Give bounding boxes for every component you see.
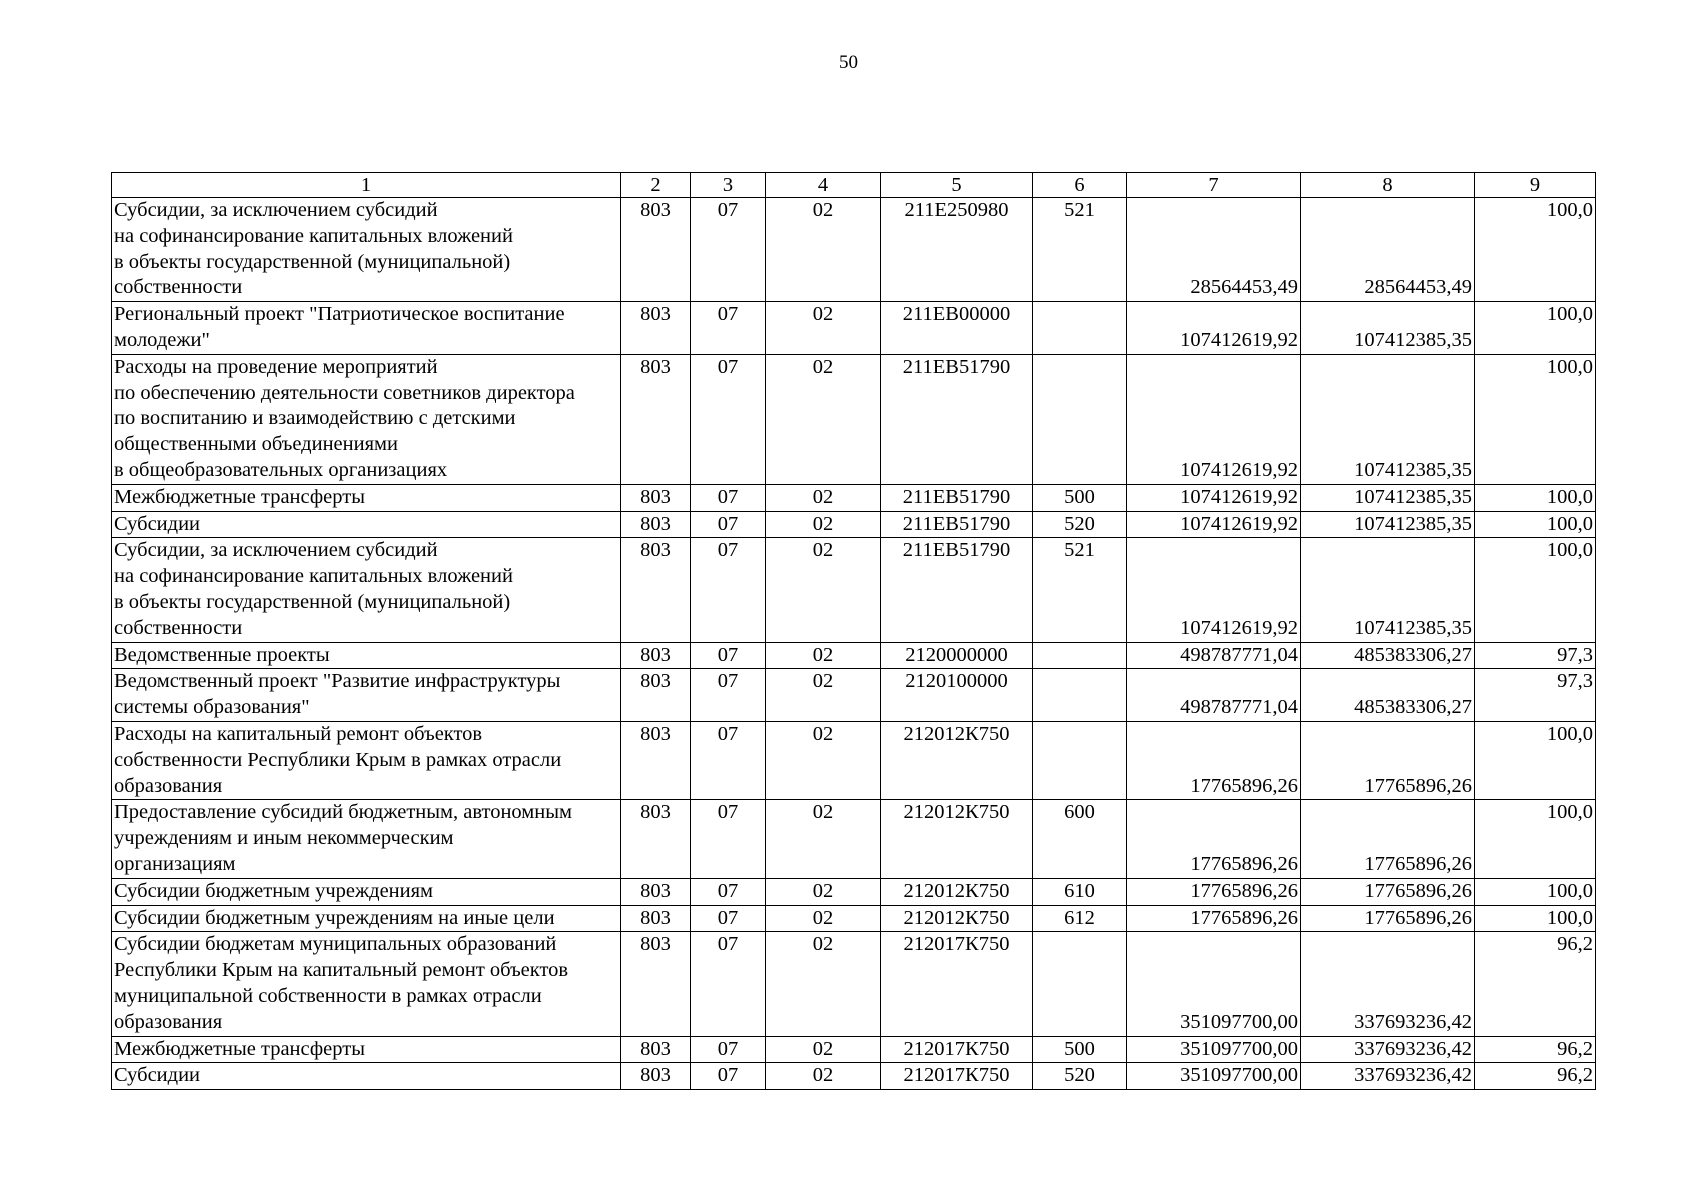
subsection-code-cell: 02 (766, 932, 881, 1036)
section-code-cell: 07 (691, 511, 766, 538)
subsection-code-cell: 02 (766, 1036, 881, 1063)
subsection-code-cell: 02 (766, 669, 881, 722)
expense-name-cell: Субсидии бюджетным учреждениям (112, 878, 621, 905)
execution-percent-cell: 96,2 (1475, 1036, 1596, 1063)
expense-name-cell: Региональный проект "Патриотическое воспитание молодежи" (112, 302, 621, 355)
table-row (112, 721, 1596, 799)
executed-amount-cell: 337693236,42 (1301, 932, 1475, 1036)
header-cell: 9 (1475, 173, 1596, 198)
execution-percent-cell: 100,0 (1475, 302, 1596, 355)
execution-percent-cell: 96,2 (1475, 932, 1596, 1036)
expense-type-cell: 520 (1033, 511, 1127, 538)
header-cell: 2 (621, 173, 691, 198)
table-row (112, 1036, 1596, 1063)
table-row (112, 511, 1596, 538)
target-article-cell: 211EB51790 (881, 354, 1033, 484)
ministry-code-cell: 803 (621, 538, 691, 642)
target-article-cell: 212017К750 (881, 1036, 1033, 1063)
executed-amount-cell: 17765896,26 (1301, 721, 1475, 799)
execution-percent-cell: 100,0 (1475, 905, 1596, 932)
section-code-cell: 07 (691, 484, 766, 511)
section-code-cell: 07 (691, 800, 766, 878)
planned-amount-cell: 17765896,26 (1127, 800, 1301, 878)
budget-table (111, 172, 1596, 1090)
ministry-code-cell: 803 (621, 932, 691, 1036)
target-article-cell: 211E250980 (881, 198, 1033, 302)
executed-amount-cell: 107412385,35 (1301, 302, 1475, 355)
expense-name-cell: Расходы на капитальный ремонт объектов собственности Республики Крым в рамках отрасли образования (112, 721, 621, 799)
target-article-cell: 212017К750 (881, 1063, 1033, 1090)
ministry-code-cell: 803 (621, 642, 691, 669)
subsection-code-cell: 02 (766, 1063, 881, 1090)
expense-type-cell (1033, 302, 1127, 355)
planned-amount-cell: 28564453,49 (1127, 198, 1301, 302)
expense-name-cell: Ведомственные проекты (112, 642, 621, 669)
header-cell: 8 (1301, 173, 1475, 198)
subsection-code-cell: 02 (766, 642, 881, 669)
target-article-cell: 212012К750 (881, 721, 1033, 799)
section-code-cell: 07 (691, 354, 766, 484)
section-code-cell: 07 (691, 932, 766, 1036)
table-body (112, 198, 1596, 1090)
executed-amount-cell: 17765896,26 (1301, 905, 1475, 932)
section-code-cell: 07 (691, 302, 766, 355)
subsection-code-cell: 02 (766, 721, 881, 799)
ministry-code-cell: 803 (621, 669, 691, 722)
table-row (112, 800, 1596, 878)
expense-name-cell: Ведомственный проект "Развитие инфраструктуры системы образования" (112, 669, 621, 722)
expense-type-cell (1033, 721, 1127, 799)
execution-percent-cell: 100,0 (1475, 878, 1596, 905)
expense-name-cell: Субсидии бюджетам муниципальных образований Республики Крым на капитальный ремонт объектов муниципальной собственности в рамках отрасли образования (112, 932, 621, 1036)
planned-amount-cell: 17765896,26 (1127, 905, 1301, 932)
execution-percent-cell: 100,0 (1475, 354, 1596, 484)
ministry-code-cell: 803 (621, 511, 691, 538)
header-row (112, 173, 1596, 198)
executed-amount-cell: 485383306,27 (1301, 669, 1475, 722)
ministry-code-cell: 803 (621, 1036, 691, 1063)
target-article-cell: 212012К750 (881, 905, 1033, 932)
execution-percent-cell: 100,0 (1475, 484, 1596, 511)
execution-percent-cell: 97,3 (1475, 642, 1596, 669)
execution-percent-cell: 100,0 (1475, 538, 1596, 642)
subsection-code-cell: 02 (766, 905, 881, 932)
ministry-code-cell: 803 (621, 905, 691, 932)
expense-name-cell: Расходы на проведение мероприятий по обеспечению деятельности советников директора по воспитанию и взаимодействию с детскими общественными объединениями в общеобразовательных организациях (112, 354, 621, 484)
expense-name-cell: Предоставление субсидий бюджетным, автономным учреждениям и иным некоммерческим организациям (112, 800, 621, 878)
target-article-cell: 212012К750 (881, 800, 1033, 878)
section-code-cell: 07 (691, 878, 766, 905)
header-cell: 5 (881, 173, 1033, 198)
subsection-code-cell: 02 (766, 538, 881, 642)
expense-type-cell: 500 (1033, 1036, 1127, 1063)
execution-percent-cell: 97,3 (1475, 669, 1596, 722)
section-code-cell: 07 (691, 721, 766, 799)
table-row (112, 302, 1596, 355)
ministry-code-cell: 803 (621, 1063, 691, 1090)
subsection-code-cell: 02 (766, 302, 881, 355)
subsection-code-cell: 02 (766, 511, 881, 538)
target-article-cell: 212017К750 (881, 932, 1033, 1036)
expense-name-cell: Межбюджетные трансферты (112, 1036, 621, 1063)
executed-amount-cell: 337693236,42 (1301, 1036, 1475, 1063)
table-row (112, 198, 1596, 302)
table-row (112, 642, 1596, 669)
table-row (112, 905, 1596, 932)
subsection-code-cell: 02 (766, 198, 881, 302)
expense-name-cell: Субсидии, за исключением субсидий на софинансирование капитальных вложений в объекты государственной (муниципальной) собственности (112, 198, 621, 302)
expense-type-cell: 521 (1033, 198, 1127, 302)
ministry-code-cell: 803 (621, 198, 691, 302)
target-article-cell: 2120100000 (881, 669, 1033, 722)
table-row (112, 538, 1596, 642)
expense-type-cell: 520 (1033, 1063, 1127, 1090)
target-article-cell: 211EB51790 (881, 538, 1033, 642)
header-cell: 4 (766, 173, 881, 198)
section-code-cell: 07 (691, 669, 766, 722)
execution-percent-cell: 100,0 (1475, 511, 1596, 538)
section-code-cell: 07 (691, 642, 766, 669)
expense-type-cell: 600 (1033, 800, 1127, 878)
execution-percent-cell: 100,0 (1475, 800, 1596, 878)
ministry-code-cell: 803 (621, 354, 691, 484)
executed-amount-cell: 17765896,26 (1301, 800, 1475, 878)
section-code-cell: 07 (691, 1036, 766, 1063)
section-code-cell: 07 (691, 198, 766, 302)
header-cell: 6 (1033, 173, 1127, 198)
table-row (112, 1063, 1596, 1090)
expense-name-cell: Субсидии бюджетным учреждениям на иные цели (112, 905, 621, 932)
table-row (112, 932, 1596, 1036)
planned-amount-cell: 351097700,00 (1127, 1036, 1301, 1063)
planned-amount-cell: 107412619,92 (1127, 354, 1301, 484)
planned-amount-cell: 107412619,92 (1127, 511, 1301, 538)
target-article-cell: 211EB00000 (881, 302, 1033, 355)
subsection-code-cell: 02 (766, 800, 881, 878)
planned-amount-cell: 498787771,04 (1127, 669, 1301, 722)
executed-amount-cell: 337693236,42 (1301, 1063, 1475, 1090)
table-row (112, 878, 1596, 905)
executed-amount-cell: 107412385,35 (1301, 354, 1475, 484)
planned-amount-cell: 17765896,26 (1127, 721, 1301, 799)
expense-type-cell (1033, 932, 1127, 1036)
planned-amount-cell: 17765896,26 (1127, 878, 1301, 905)
table-row (112, 669, 1596, 722)
expense-name-cell: Субсидии, за исключением субсидий на софинансирование капитальных вложений в объекты государственной (муниципальной) собственности (112, 538, 621, 642)
header-cell: 1 (112, 173, 621, 198)
target-article-cell: 2120000000 (881, 642, 1033, 669)
expense-type-cell: 500 (1033, 484, 1127, 511)
target-article-cell: 211EB51790 (881, 484, 1033, 511)
execution-percent-cell: 96,2 (1475, 1063, 1596, 1090)
executed-amount-cell: 107412385,35 (1301, 538, 1475, 642)
executed-amount-cell: 17765896,26 (1301, 878, 1475, 905)
planned-amount-cell: 351097700,00 (1127, 932, 1301, 1036)
planned-amount-cell: 351097700,00 (1127, 1063, 1301, 1090)
subsection-code-cell: 02 (766, 354, 881, 484)
planned-amount-cell: 107412619,92 (1127, 538, 1301, 642)
expense-type-cell: 612 (1033, 905, 1127, 932)
table-row (112, 354, 1596, 484)
ministry-code-cell: 803 (621, 800, 691, 878)
header-cell: 3 (691, 173, 766, 198)
planned-amount-cell: 498787771,04 (1127, 642, 1301, 669)
expense-type-cell (1033, 354, 1127, 484)
ministry-code-cell: 803 (621, 721, 691, 799)
ministry-code-cell: 803 (621, 878, 691, 905)
ministry-code-cell: 803 (621, 302, 691, 355)
section-code-cell: 07 (691, 1063, 766, 1090)
expense-name-cell: Субсидии (112, 1063, 621, 1090)
expense-name-cell: Субсидии (112, 511, 621, 538)
section-code-cell: 07 (691, 905, 766, 932)
executed-amount-cell: 107412385,35 (1301, 511, 1475, 538)
planned-amount-cell: 107412619,92 (1127, 484, 1301, 511)
target-article-cell: 211EB51790 (881, 511, 1033, 538)
executed-amount-cell: 28564453,49 (1301, 198, 1475, 302)
expense-type-cell: 521 (1033, 538, 1127, 642)
ministry-code-cell: 803 (621, 484, 691, 511)
header-cell: 7 (1127, 173, 1301, 198)
subsection-code-cell: 02 (766, 878, 881, 905)
execution-percent-cell: 100,0 (1475, 721, 1596, 799)
expense-type-cell: 610 (1033, 878, 1127, 905)
execution-percent-cell: 100,0 (1475, 198, 1596, 302)
expense-name-cell: Межбюджетные трансферты (112, 484, 621, 511)
executed-amount-cell: 107412385,35 (1301, 484, 1475, 511)
section-code-cell: 07 (691, 538, 766, 642)
table-row (112, 484, 1596, 511)
expense-type-cell (1033, 669, 1127, 722)
page-number: 50 (839, 52, 858, 73)
executed-amount-cell: 485383306,27 (1301, 642, 1475, 669)
planned-amount-cell: 107412619,92 (1127, 302, 1301, 355)
target-article-cell: 212012К750 (881, 878, 1033, 905)
subsection-code-cell: 02 (766, 484, 881, 511)
expense-type-cell (1033, 642, 1127, 669)
